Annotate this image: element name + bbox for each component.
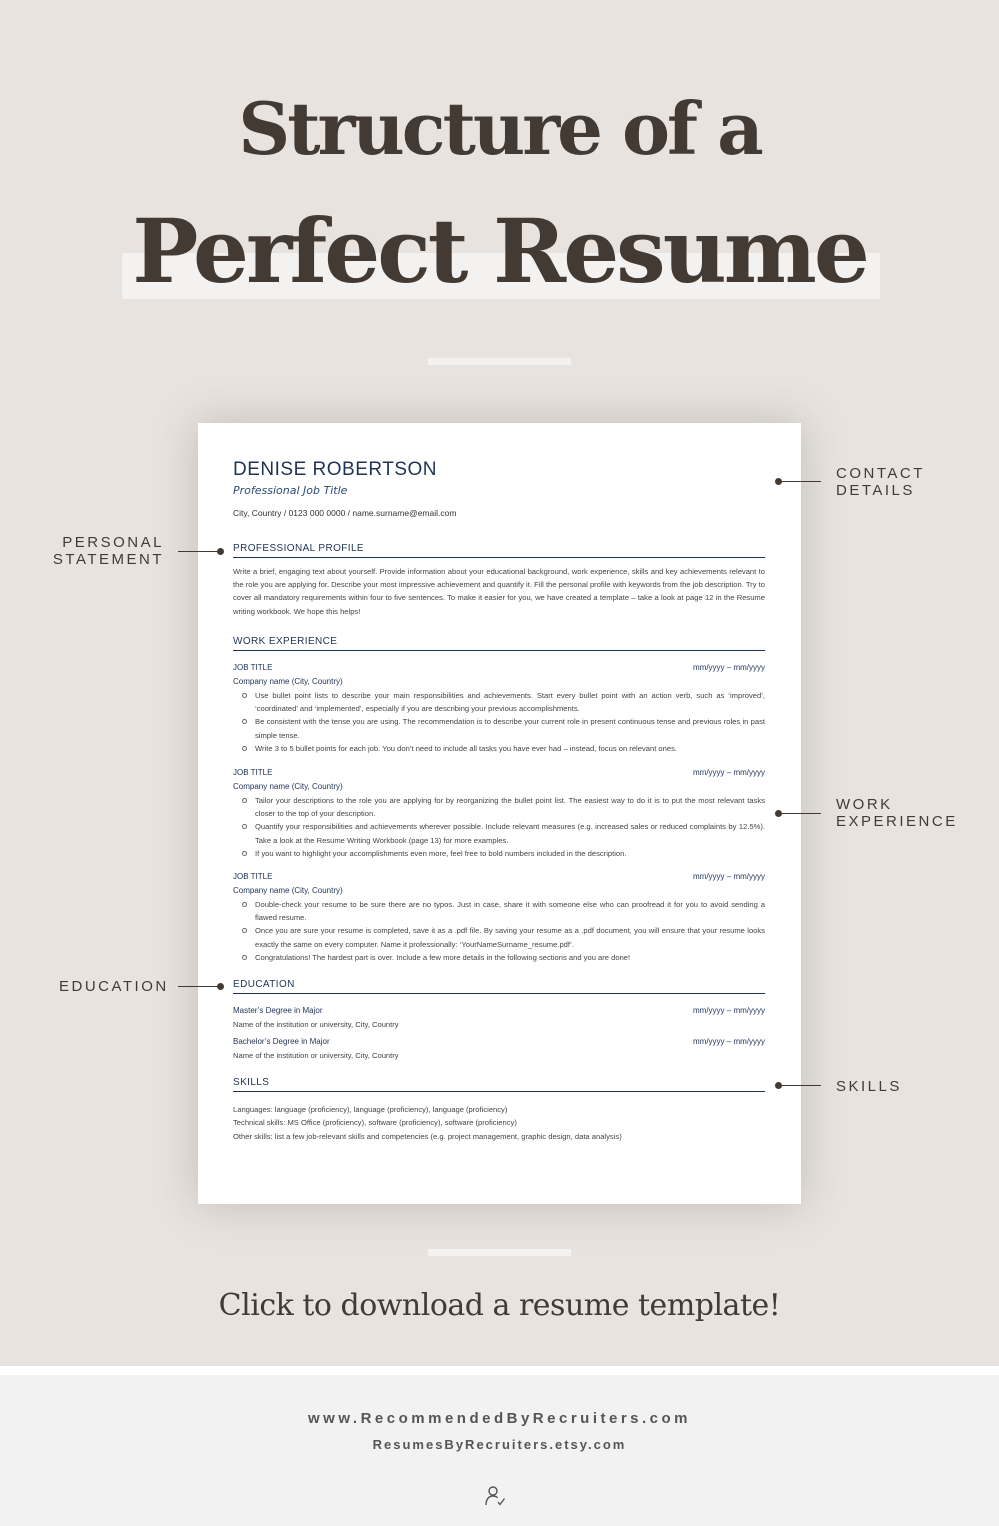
- section-heading-profile: PROFESSIONAL PROFILE: [233, 543, 765, 558]
- list-item: Once you are sure your resume is completed, save it as a .pdf file. By saving your resume as a .pdf document, you will ensure that your resume looks exactly the same on every computer. Name it professionally: ‘YourNameSurname_resume.pdf’.: [233, 924, 765, 950]
- title-line-1: Structure of a: [238, 86, 761, 171]
- resume-name: DENISE ROBERTSON: [233, 459, 438, 480]
- resume-contact: City, Country / 0123 000 0000 / name.surname@email.com: [233, 508, 457, 518]
- job-bullets: [233, 794, 765, 860]
- job-date: mm/yyyy – mm/yyyy: [693, 872, 765, 881]
- job-header: [233, 663, 765, 672]
- callout-line: [178, 986, 220, 987]
- callout-education: EDUCATION: [59, 978, 169, 995]
- list-item: Double-check your resume to be sure there are no typos. Just in case, share it with someone else who can proofread it for you to avoid sending a flawed resume.: [233, 898, 765, 924]
- callout-skills: SKILLS: [836, 1078, 902, 1095]
- callout-contact-details: CONTACT DETAILS: [836, 465, 925, 499]
- job-header: [233, 872, 765, 881]
- list-item: Use bullet point lists to describe your main responsibilities and achievements. Start every bullet point with an action verb, such as ‘improved’, ‘coordinated’ and ‘implemented’, especially if you are describing your previous accomplishments.: [233, 689, 765, 715]
- callout-line: [178, 551, 220, 552]
- footer-separator: [0, 1366, 999, 1375]
- job-date: mm/yyyy – mm/yyyy: [693, 663, 765, 672]
- education-header: [233, 1037, 765, 1046]
- degree: Master’s Degree in Major: [233, 1006, 323, 1015]
- list-item: If you want to highlight your accomplishments even more, feel free to bold numbers included in the description.: [233, 847, 765, 860]
- callout-line: [779, 1085, 821, 1086]
- resume-preview[interactable]: [198, 423, 801, 1204]
- education-header: [233, 1006, 765, 1015]
- website-link[interactable]: www.RecommendedByRecruiters.com: [307, 1410, 692, 1427]
- list-item: Tailor your descriptions to the role you are applying for by reorganizing the bullet point list. The easiest way to do it is to put the most relevant tasks closer to the top of your description.: [233, 794, 765, 820]
- list-item: Quantify your responsibilities and achievements wherever possible. Include relevant measures (e.g. increased sales or reduced complaints by 12.5%). Take a look at the Resume Writing Workbook (page 13) for more examples.: [233, 820, 765, 846]
- etsy-link[interactable]: ResumesByRecruiters.etsy.com: [372, 1437, 627, 1452]
- job-bullets: [233, 689, 765, 755]
- job-bullets: [233, 898, 765, 964]
- job-date: mm/yyyy – mm/yyyy: [693, 768, 765, 777]
- job-company: Company name (City, Country): [233, 677, 343, 686]
- title-line-2: Perfect Resume: [132, 199, 867, 303]
- section-heading-education: EDUCATION: [233, 979, 765, 994]
- resume-job-title: Professional Job Title: [233, 484, 348, 497]
- skill-line: Languages: language (proficiency), language (proficiency), language (proficiency): [233, 1105, 508, 1114]
- section-heading-work: WORK EXPERIENCE: [233, 636, 765, 651]
- callout-work-experience: WORK EXPERIENCE: [836, 796, 958, 830]
- institution: Name of the institution or university, City, Country: [233, 1051, 399, 1060]
- section-heading-skills: SKILLS: [233, 1077, 765, 1092]
- education-date: mm/yyyy – mm/yyyy: [693, 1037, 765, 1046]
- list-item: Write 3 to 5 bullet points for each job. You don’t need to include all tasks you have ever had – instead, focus on relevant ones.: [233, 742, 765, 755]
- skills-list: [233, 1103, 622, 1143]
- callout-line: [779, 481, 821, 482]
- job-company: Company name (City, Country): [233, 782, 343, 791]
- education-date: mm/yyyy – mm/yyyy: [693, 1006, 765, 1015]
- divider-top: [428, 358, 571, 365]
- skill-line: Technical skills: MS Office (proficiency), software (proficiency), software (proficiency): [233, 1118, 517, 1128]
- download-cta[interactable]: Click to download a resume template!: [218, 1288, 781, 1323]
- job-title: JOB TITLE: [233, 768, 273, 777]
- list-item: Congratulations! The hardest part is over. Include a few more details in the following sections and you are done!: [233, 951, 765, 964]
- list-item: Be consistent with the tense you are using. The recommendation is to describe your current role in present continuous tense and previous roles in past simple tense.: [233, 715, 765, 741]
- institution: Name of the institution or university, City, Country: [233, 1020, 399, 1029]
- person-check-icon: [483, 1484, 507, 1508]
- divider-bottom: [428, 1249, 571, 1256]
- degree: Bachelor’s Degree in Major: [233, 1037, 330, 1046]
- job-title: JOB TITLE: [233, 663, 273, 672]
- job-company: Company name (City, Country): [233, 886, 343, 895]
- callout-personal-statement: PERSONAL STATEMENT: [52, 534, 164, 568]
- job-title: JOB TITLE: [233, 872, 273, 881]
- skill-line: Other skills: list a few job-relevant skills and competencies (e.g. project management, graphic design, data analysis): [233, 1131, 622, 1141]
- job-header: [233, 768, 765, 777]
- callout-line: [779, 813, 821, 814]
- profile-text: Write a brief, engaging text about yourself. Provide information about your educational background, work experience, skills and key achievements relevant to the role you are applying for. Describe your most impressive achievement and quantify it. Fill the personal profile with keywords from the job description. Try to cover all mandatory requirements within four to five sentences. To make it easier for you, we have created a template – take a look at page 12 in the Resume writing workbook. We hope this helps!: [233, 567, 765, 616]
